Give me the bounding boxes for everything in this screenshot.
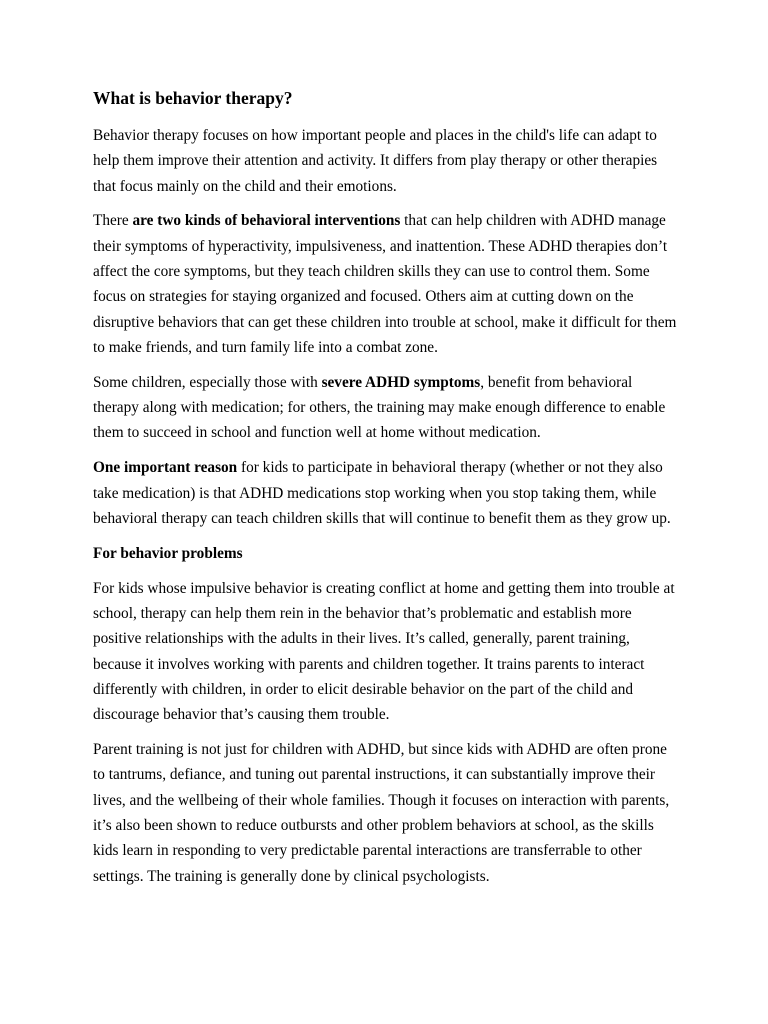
bold-phrase: severe ADHD symptoms	[321, 373, 481, 391]
paragraph-text: that can help children with ADHD manage their symptoms of hyperactivity, impulsiveness, and inattention. These ADHD therapies don’t affect the core symptoms, but they teach children skills they can use to control them. Some focus on strategies for staying organized and focused. Others aim at cutting down on the disruptive behaviors that can get these children into trouble at school, make it difficult for them to make friends, and turn family life into a combat zone.	[93, 212, 677, 356]
paragraph-text: Some children, especially those with	[93, 373, 322, 391]
document-body	[93, 86, 679, 898]
paragraph-text: for kids to participate in behavioral therapy (whether or not they also take medication) is that ADHD medications stop working when you stop taking them, while behavioral therapy can teach children skills that will continue to benefit them as they grow up.	[93, 459, 671, 527]
paragraph-interventions	[93, 208, 679, 360]
paragraph-important-reason	[93, 455, 679, 531]
paragraph-parent-training-detail: Parent training is not just for children with ADHD, but since kids with ADHD are often prone to tantrums, defiance, and tuning out parental instructions, it can substantially improve their lives, and the wellbeing of their whole families. Though it focuses on interaction with parents, it’s also been shown to reduce outbursts and other problem behaviors at school, as the skills kids learn in responding to very predictable parental interactions are transferrable to other settings. The training is generally done by clinical psychologists.	[93, 741, 670, 885]
paragraph-text: , benefit from behavioral therapy along with medication; for others, the training may make enough difference to enable them to succeed in school and function well at home without medication.	[93, 373, 666, 442]
bold-phrase: One important reason	[93, 459, 238, 477]
paragraph-text: There	[93, 212, 133, 230]
paragraph-severe-symptoms	[93, 370, 679, 446]
paragraph-intro: Behavior therapy focuses on how important people and places in the child's life can adapt to help them improve their attention and activity. It differs from play therapy or other therapies that focus mainly on the child and their emotions.	[93, 127, 658, 195]
paragraph-parent-training-intro: For kids whose impulsive behavior is creating conflict at home and getting them into trouble at school, therapy can help them rein in the behavior that’s problematic and establish more positive relationships with the adults in their lives. It’s called, generally, parent training, because it involves working with parents and children together. It trains parents to interact differently with children, in order to elicit desirable behavior on the part of the child and discourage behavior that’s causing them trouble.	[93, 579, 675, 724]
section-subheading: For behavior problems	[93, 544, 243, 562]
document-title: What is behavior therapy?	[93, 88, 293, 108]
bold-phrase: are two kinds of behavioral interventions	[132, 212, 401, 230]
